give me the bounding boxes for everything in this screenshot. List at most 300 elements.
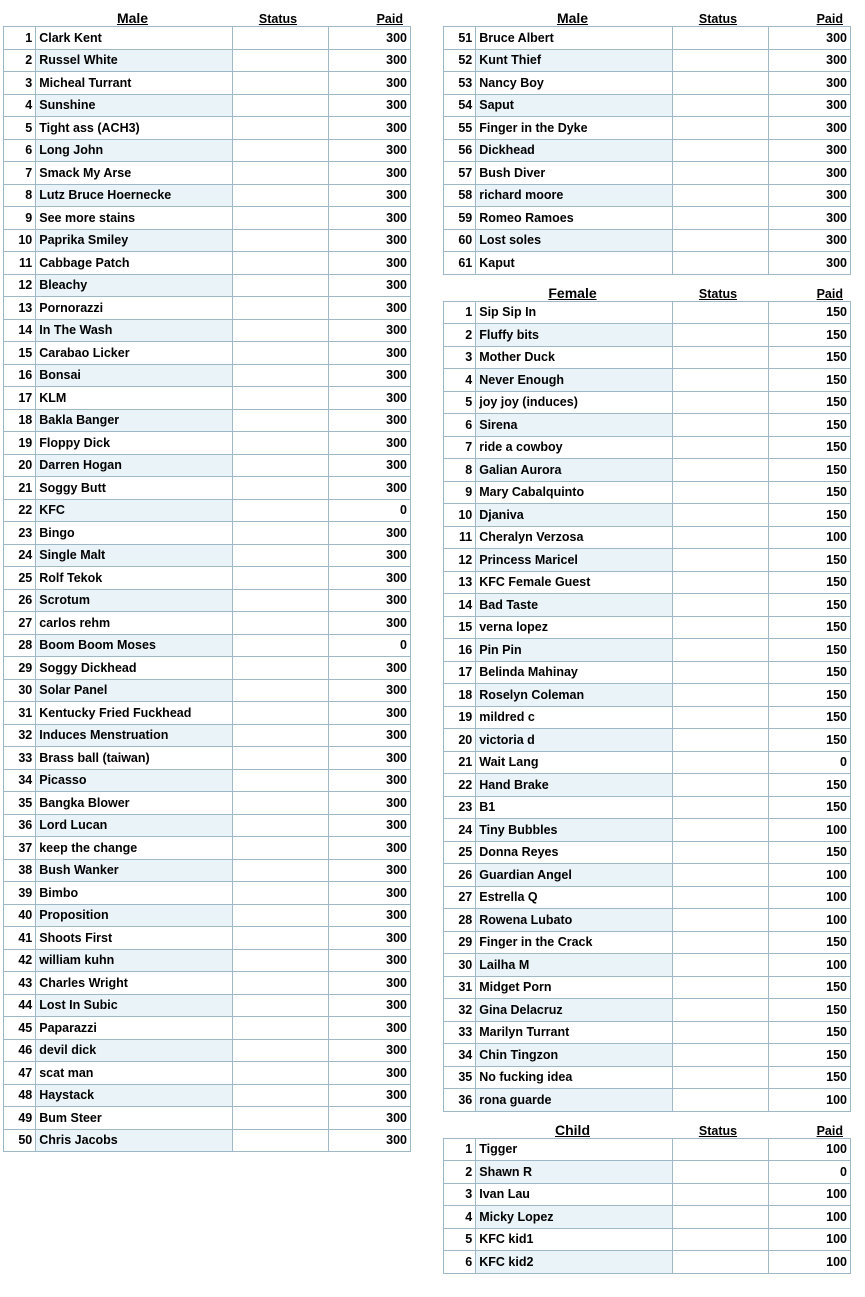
- row-status[interactable]: [232, 184, 329, 207]
- table-row[interactable]: [444, 1089, 851, 1112]
- table-row[interactable]: [4, 184, 411, 207]
- row-name[interactable]: Kunt Thief: [476, 49, 672, 72]
- row-name[interactable]: Kaput: [476, 252, 672, 275]
- row-paid[interactable]: 300: [329, 1017, 411, 1040]
- table-row[interactable]: [444, 684, 851, 707]
- row-status[interactable]: [672, 1251, 769, 1274]
- row-name[interactable]: Bad Taste: [476, 594, 672, 617]
- row-paid[interactable]: 300: [329, 139, 411, 162]
- row-status[interactable]: [672, 369, 769, 392]
- row-name[interactable]: Russel White: [36, 49, 232, 72]
- row-name[interactable]: B1: [476, 796, 672, 819]
- row-name[interactable]: Midget Porn: [476, 976, 672, 999]
- row-paid[interactable]: 150: [769, 1044, 851, 1067]
- row-status[interactable]: [672, 459, 769, 482]
- table-row[interactable]: [4, 432, 411, 455]
- row-status[interactable]: [232, 904, 329, 927]
- row-name[interactable]: Guardian Angel: [476, 864, 672, 887]
- row-paid[interactable]: 300: [769, 207, 851, 230]
- row-name[interactable]: Paparazzi: [36, 1017, 232, 1040]
- row-status[interactable]: [672, 684, 769, 707]
- table-row[interactable]: [4, 409, 411, 432]
- table-row[interactable]: [4, 544, 411, 567]
- table-row[interactable]: [4, 1107, 411, 1130]
- row-name[interactable]: rona guarde: [476, 1089, 672, 1112]
- row-status[interactable]: [672, 1044, 769, 1067]
- row-name[interactable]: Clark Kent: [36, 27, 232, 50]
- row-paid[interactable]: 300: [329, 274, 411, 297]
- row-paid[interactable]: 300: [329, 297, 411, 320]
- row-status[interactable]: [672, 774, 769, 797]
- table-row[interactable]: [444, 571, 851, 594]
- table-row[interactable]: [4, 1017, 411, 1040]
- row-paid[interactable]: 300: [329, 94, 411, 117]
- row-status[interactable]: [232, 1107, 329, 1130]
- row-name[interactable]: devil dick: [36, 1039, 232, 1062]
- table-row[interactable]: [4, 454, 411, 477]
- table-row[interactable]: [444, 526, 851, 549]
- row-status[interactable]: [232, 409, 329, 432]
- row-status[interactable]: [672, 1021, 769, 1044]
- row-status[interactable]: [672, 117, 769, 140]
- row-status[interactable]: [672, 504, 769, 527]
- row-paid[interactable]: 100: [769, 1183, 851, 1206]
- row-name[interactable]: Proposition: [36, 904, 232, 927]
- row-paid[interactable]: 100: [769, 1089, 851, 1112]
- row-status[interactable]: [232, 94, 329, 117]
- table-row[interactable]: [444, 549, 851, 572]
- row-paid[interactable]: 150: [769, 729, 851, 752]
- row-name[interactable]: Rolf Tekok: [36, 567, 232, 590]
- row-paid[interactable]: 300: [329, 49, 411, 72]
- row-status[interactable]: [232, 679, 329, 702]
- row-name[interactable]: Wait Lang: [476, 751, 672, 774]
- table-row[interactable]: [444, 229, 851, 252]
- row-paid[interactable]: 150: [769, 796, 851, 819]
- row-name[interactable]: Solar Panel: [36, 679, 232, 702]
- table-row[interactable]: [4, 567, 411, 590]
- table-row[interactable]: [4, 814, 411, 837]
- row-name[interactable]: Lost soles: [476, 229, 672, 252]
- row-status[interactable]: [232, 837, 329, 860]
- row-status[interactable]: [232, 319, 329, 342]
- row-status[interactable]: [672, 616, 769, 639]
- table-row[interactable]: [444, 139, 851, 162]
- table-row[interactable]: [444, 661, 851, 684]
- table-row[interactable]: [444, 184, 851, 207]
- table-row[interactable]: [4, 679, 411, 702]
- table-row[interactable]: [4, 139, 411, 162]
- row-name[interactable]: Soggy Butt: [36, 477, 232, 500]
- row-paid[interactable]: 150: [769, 931, 851, 954]
- row-paid[interactable]: 150: [769, 1066, 851, 1089]
- row-name[interactable]: Darren Hogan: [36, 454, 232, 477]
- row-paid[interactable]: 300: [329, 567, 411, 590]
- row-status[interactable]: [672, 252, 769, 275]
- row-status[interactable]: [232, 432, 329, 455]
- row-paid[interactable]: 300: [329, 117, 411, 140]
- row-name[interactable]: KFC Female Guest: [476, 571, 672, 594]
- row-status[interactable]: [672, 139, 769, 162]
- row-name[interactable]: william kuhn: [36, 949, 232, 972]
- row-name[interactable]: Sirena: [476, 414, 672, 437]
- row-paid[interactable]: 150: [769, 346, 851, 369]
- row-paid[interactable]: 300: [329, 657, 411, 680]
- row-paid[interactable]: 150: [769, 481, 851, 504]
- table-row[interactable]: [444, 94, 851, 117]
- row-status[interactable]: [232, 1039, 329, 1062]
- row-status[interactable]: [672, 954, 769, 977]
- row-name[interactable]: Shawn R: [476, 1161, 672, 1184]
- table-row[interactable]: [444, 886, 851, 909]
- table-row[interactable]: [444, 1251, 851, 1274]
- table-row[interactable]: [4, 207, 411, 230]
- row-paid[interactable]: 100: [769, 886, 851, 909]
- row-paid[interactable]: 300: [329, 364, 411, 387]
- row-status[interactable]: [672, 886, 769, 909]
- row-name[interactable]: Carabao Licker: [36, 342, 232, 365]
- row-name[interactable]: Marilyn Turrant: [476, 1021, 672, 1044]
- row-name[interactable]: Single Malt: [36, 544, 232, 567]
- row-paid[interactable]: 300: [329, 747, 411, 770]
- row-status[interactable]: [672, 976, 769, 999]
- row-status[interactable]: [672, 1161, 769, 1184]
- table-row[interactable]: [444, 207, 851, 230]
- row-paid[interactable]: 0: [769, 751, 851, 774]
- row-name[interactable]: Gina Delacruz: [476, 999, 672, 1022]
- row-name[interactable]: Rowena Lubato: [476, 909, 672, 932]
- row-status[interactable]: [232, 139, 329, 162]
- row-status[interactable]: [672, 346, 769, 369]
- row-name[interactable]: Shoots First: [36, 927, 232, 950]
- row-name[interactable]: No fucking idea: [476, 1066, 672, 1089]
- row-paid[interactable]: 300: [329, 724, 411, 747]
- row-status[interactable]: [672, 27, 769, 50]
- table-row[interactable]: [444, 1206, 851, 1229]
- row-paid[interactable]: 150: [769, 369, 851, 392]
- row-paid[interactable]: 300: [769, 139, 851, 162]
- row-name[interactable]: ride a cowboy: [476, 436, 672, 459]
- row-paid[interactable]: 300: [329, 837, 411, 860]
- row-status[interactable]: [672, 49, 769, 72]
- row-paid[interactable]: 300: [329, 882, 411, 905]
- row-paid[interactable]: 300: [329, 679, 411, 702]
- row-status[interactable]: [232, 274, 329, 297]
- row-name[interactable]: Mother Duck: [476, 346, 672, 369]
- row-name[interactable]: Soggy Dickhead: [36, 657, 232, 680]
- row-name[interactable]: Kentucky Fried Fuckhead: [36, 702, 232, 725]
- table-row[interactable]: [444, 1228, 851, 1251]
- row-paid[interactable]: 300: [329, 859, 411, 882]
- row-paid[interactable]: 300: [329, 184, 411, 207]
- row-status[interactable]: [672, 819, 769, 842]
- row-status[interactable]: [232, 657, 329, 680]
- table-row[interactable]: [4, 589, 411, 612]
- row-status[interactable]: [232, 702, 329, 725]
- row-name[interactable]: Charles Wright: [36, 972, 232, 995]
- row-paid[interactable]: 0: [769, 1161, 851, 1184]
- row-status[interactable]: [232, 544, 329, 567]
- row-paid[interactable]: 300: [769, 94, 851, 117]
- row-status[interactable]: [232, 1017, 329, 1040]
- row-status[interactable]: [232, 1084, 329, 1107]
- table-row[interactable]: [4, 972, 411, 995]
- row-status[interactable]: [672, 864, 769, 887]
- row-paid[interactable]: 300: [329, 1129, 411, 1152]
- row-name[interactable]: Pornorazzi: [36, 297, 232, 320]
- row-paid[interactable]: 150: [769, 414, 851, 437]
- row-status[interactable]: [672, 841, 769, 864]
- row-name[interactable]: KFC kid2: [476, 1251, 672, 1274]
- row-status[interactable]: [672, 436, 769, 459]
- table-row[interactable]: [4, 949, 411, 972]
- row-name[interactable]: Floppy Dick: [36, 432, 232, 455]
- table-row[interactable]: [444, 616, 851, 639]
- row-paid[interactable]: 300: [329, 792, 411, 815]
- table-row[interactable]: [4, 27, 411, 50]
- row-name[interactable]: Romeo Ramoes: [476, 207, 672, 230]
- row-paid[interactable]: 300: [769, 184, 851, 207]
- row-status[interactable]: [672, 1066, 769, 1089]
- row-name[interactable]: KLM: [36, 387, 232, 410]
- table-row[interactable]: [4, 1129, 411, 1152]
- table-row[interactable]: [4, 1084, 411, 1107]
- row-status[interactable]: [672, 999, 769, 1022]
- table-row[interactable]: [444, 931, 851, 954]
- table-row[interactable]: [4, 747, 411, 770]
- row-status[interactable]: [672, 1228, 769, 1251]
- table-row[interactable]: [4, 792, 411, 815]
- row-name[interactable]: carlos rehm: [36, 612, 232, 635]
- row-paid[interactable]: 150: [769, 1021, 851, 1044]
- row-paid[interactable]: 300: [329, 1062, 411, 1085]
- table-row[interactable]: [444, 49, 851, 72]
- row-status[interactable]: [232, 1062, 329, 1085]
- table-row[interactable]: [4, 342, 411, 365]
- row-status[interactable]: [232, 994, 329, 1017]
- row-paid[interactable]: 300: [329, 229, 411, 252]
- row-name[interactable]: Tigger: [476, 1138, 672, 1161]
- row-status[interactable]: [672, 229, 769, 252]
- table-row[interactable]: [444, 639, 851, 662]
- row-name[interactable]: Finger in the Dyke: [476, 117, 672, 140]
- table-row[interactable]: [444, 27, 851, 50]
- table-row[interactable]: [444, 909, 851, 932]
- row-status[interactable]: [232, 477, 329, 500]
- row-name[interactable]: Never Enough: [476, 369, 672, 392]
- row-status[interactable]: [232, 162, 329, 185]
- row-status[interactable]: [232, 522, 329, 545]
- table-row[interactable]: [4, 994, 411, 1017]
- row-name[interactable]: Galian Aurora: [476, 459, 672, 482]
- row-status[interactable]: [232, 634, 329, 657]
- row-name[interactable]: Brass ball (taiwan): [36, 747, 232, 770]
- row-name[interactable]: Princess Maricel: [476, 549, 672, 572]
- table-row[interactable]: [4, 769, 411, 792]
- row-paid[interactable]: 300: [769, 72, 851, 95]
- row-paid[interactable]: 150: [769, 504, 851, 527]
- row-status[interactable]: [232, 49, 329, 72]
- table-row[interactable]: [444, 459, 851, 482]
- row-name[interactable]: Bakla Banger: [36, 409, 232, 432]
- row-name[interactable]: Boom Boom Moses: [36, 634, 232, 657]
- row-name[interactable]: Lailha M: [476, 954, 672, 977]
- table-row[interactable]: [444, 1183, 851, 1206]
- row-paid[interactable]: 150: [769, 706, 851, 729]
- row-paid[interactable]: 150: [769, 639, 851, 662]
- row-status[interactable]: [672, 751, 769, 774]
- row-status[interactable]: [232, 972, 329, 995]
- table-row[interactable]: [444, 1138, 851, 1161]
- row-paid[interactable]: 300: [329, 207, 411, 230]
- row-name[interactable]: Bleachy: [36, 274, 232, 297]
- row-name[interactable]: Micky Lopez: [476, 1206, 672, 1229]
- row-paid[interactable]: 300: [329, 477, 411, 500]
- table-row[interactable]: [444, 162, 851, 185]
- row-paid[interactable]: 300: [329, 27, 411, 50]
- row-paid[interactable]: 300: [329, 522, 411, 545]
- row-status[interactable]: [672, 1183, 769, 1206]
- row-name[interactable]: Haystack: [36, 1084, 232, 1107]
- table-row[interactable]: [444, 751, 851, 774]
- row-name[interactable]: Hand Brake: [476, 774, 672, 797]
- row-status[interactable]: [232, 72, 329, 95]
- table-row[interactable]: [4, 387, 411, 410]
- row-status[interactable]: [672, 1206, 769, 1229]
- row-name[interactable]: KFC: [36, 499, 232, 522]
- table-row[interactable]: [4, 904, 411, 927]
- table-row[interactable]: [4, 319, 411, 342]
- row-paid[interactable]: 150: [769, 774, 851, 797]
- table-row[interactable]: [444, 976, 851, 999]
- table-row[interactable]: [444, 774, 851, 797]
- row-name[interactable]: Scrotum: [36, 589, 232, 612]
- row-name[interactable]: verna lopez: [476, 616, 672, 639]
- row-paid[interactable]: 150: [769, 976, 851, 999]
- row-name[interactable]: Saput: [476, 94, 672, 117]
- row-name[interactable]: Picasso: [36, 769, 232, 792]
- row-name[interactable]: Bum Steer: [36, 1107, 232, 1130]
- table-row[interactable]: [4, 657, 411, 680]
- row-status[interactable]: [672, 1138, 769, 1161]
- row-status[interactable]: [672, 481, 769, 504]
- row-paid[interactable]: 150: [769, 571, 851, 594]
- row-status[interactable]: [672, 301, 769, 324]
- table-row[interactable]: [444, 391, 851, 414]
- row-status[interactable]: [672, 184, 769, 207]
- row-paid[interactable]: 100: [769, 954, 851, 977]
- row-name[interactable]: In The Wash: [36, 319, 232, 342]
- row-paid[interactable]: 100: [769, 1138, 851, 1161]
- table-row[interactable]: [4, 612, 411, 635]
- row-status[interactable]: [232, 882, 329, 905]
- row-paid[interactable]: 300: [329, 972, 411, 995]
- table-row[interactable]: [444, 117, 851, 140]
- table-row[interactable]: [4, 522, 411, 545]
- row-name[interactable]: Bruce Albert: [476, 27, 672, 50]
- row-name[interactable]: Bimbo: [36, 882, 232, 905]
- row-status[interactable]: [232, 567, 329, 590]
- row-status[interactable]: [672, 162, 769, 185]
- table-row[interactable]: [444, 72, 851, 95]
- row-status[interactable]: [232, 387, 329, 410]
- row-name[interactable]: Chin Tingzon: [476, 1044, 672, 1067]
- row-name[interactable]: Sip Sip In: [476, 301, 672, 324]
- row-name[interactable]: Djaniva: [476, 504, 672, 527]
- row-name[interactable]: Tiny Bubbles: [476, 819, 672, 842]
- row-paid[interactable]: 300: [329, 1107, 411, 1130]
- row-status[interactable]: [672, 639, 769, 662]
- row-paid[interactable]: 300: [329, 589, 411, 612]
- row-name[interactable]: Mary Cabalquinto: [476, 481, 672, 504]
- row-status[interactable]: [232, 814, 329, 837]
- table-row[interactable]: [4, 927, 411, 950]
- table-row[interactable]: [444, 729, 851, 752]
- row-name[interactable]: Long John: [36, 139, 232, 162]
- row-paid[interactable]: 150: [769, 301, 851, 324]
- row-name[interactable]: Paprika Smiley: [36, 229, 232, 252]
- row-name[interactable]: Roselyn Coleman: [476, 684, 672, 707]
- table-row[interactable]: [444, 954, 851, 977]
- table-row[interactable]: [4, 274, 411, 297]
- row-status[interactable]: [672, 931, 769, 954]
- row-paid[interactable]: 300: [329, 769, 411, 792]
- row-name[interactable]: KFC kid1: [476, 1228, 672, 1251]
- row-status[interactable]: [232, 927, 329, 950]
- table-row[interactable]: [4, 162, 411, 185]
- row-paid[interactable]: 150: [769, 549, 851, 572]
- table-row[interactable]: [444, 414, 851, 437]
- row-status[interactable]: [672, 796, 769, 819]
- row-name[interactable]: Fluffy bits: [476, 324, 672, 347]
- row-name[interactable]: Bonsai: [36, 364, 232, 387]
- row-name[interactable]: keep the change: [36, 837, 232, 860]
- row-paid[interactable]: 150: [769, 459, 851, 482]
- row-status[interactable]: [672, 94, 769, 117]
- row-paid[interactable]: 150: [769, 841, 851, 864]
- table-row[interactable]: [444, 594, 851, 617]
- row-paid[interactable]: 300: [329, 1084, 411, 1107]
- row-paid[interactable]: 100: [769, 1206, 851, 1229]
- row-paid[interactable]: 0: [329, 634, 411, 657]
- table-row[interactable]: [444, 481, 851, 504]
- row-paid[interactable]: 300: [329, 162, 411, 185]
- row-paid[interactable]: 300: [769, 162, 851, 185]
- row-paid[interactable]: 300: [329, 949, 411, 972]
- row-status[interactable]: [232, 747, 329, 770]
- row-status[interactable]: [232, 364, 329, 387]
- row-status[interactable]: [232, 252, 329, 275]
- row-name[interactable]: Sunshine: [36, 94, 232, 117]
- table-row[interactable]: [4, 252, 411, 275]
- row-paid[interactable]: 150: [769, 324, 851, 347]
- row-status[interactable]: [232, 342, 329, 365]
- table-row[interactable]: [444, 819, 851, 842]
- row-name[interactable]: Cheralyn Verzosa: [476, 526, 672, 549]
- table-row[interactable]: [444, 1044, 851, 1067]
- row-status[interactable]: [672, 526, 769, 549]
- row-paid[interactable]: 150: [769, 661, 851, 684]
- row-paid[interactable]: 300: [329, 454, 411, 477]
- table-row[interactable]: [444, 369, 851, 392]
- table-row[interactable]: [444, 252, 851, 275]
- row-paid[interactable]: 300: [769, 117, 851, 140]
- row-paid[interactable]: 100: [769, 819, 851, 842]
- table-row[interactable]: [4, 702, 411, 725]
- table-row[interactable]: [444, 301, 851, 324]
- table-row[interactable]: [4, 297, 411, 320]
- row-name[interactable]: Bangka Blower: [36, 792, 232, 815]
